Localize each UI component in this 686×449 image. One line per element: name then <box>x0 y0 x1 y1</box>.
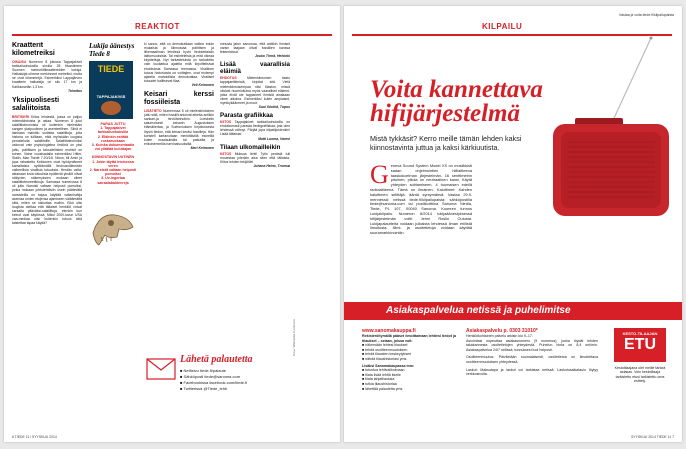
kicker: KIITOS <box>220 151 232 156</box>
signature: Jouko Tirmä, Helsinki <box>255 54 290 59</box>
article-title: Lisää vaarallisia eläimiä <box>220 61 290 76</box>
billing-info: Laskut: Maksutapa ja laskut voi tarkistaa netissä. Laskutusaikataulu löytyy verkkosivulta. <box>466 367 598 377</box>
signature: Veli Keinonen <box>191 82 214 87</box>
page-footer: SYYSKUU 2014 TIEDE 11 7 <box>631 435 674 439</box>
cover-headline: TAPPAJAKIVIÄ <box>96 94 126 99</box>
article-title: Parasta grafiikkaa <box>220 112 273 120</box>
poll-item: 3. Kuinka dokumentaatio voi yllättää kuluttajan <box>91 143 135 152</box>
article-body: minusta jatun sanomaa, että antiikin ihmiset varsin taajaan olivat fossiilien kanssa tekemisissä. <box>220 42 290 55</box>
signature: Matti Luoma, Varesi <box>258 136 290 141</box>
list-item: ■ nähdä tilaushistoriasi yms. <box>362 356 408 361</box>
page-footer: 6 TIEDE 11 / SYYSKUU 2014 <box>12 435 57 439</box>
fossil-skull-image <box>89 193 137 263</box>
headline-line: hifijärjestelmä <box>370 100 520 127</box>
headline-line: Voita kannettava <box>370 76 543 103</box>
poll-tagline: Lukija äänestys Tiede 8 <box>89 42 135 58</box>
article-body: Muksua lehti! Tytin peräsiä tuli muuestaa jotenkin aika siten että tällaista. Kiitos lehden tekijöille! <box>220 151 290 164</box>
photo-credit: Kuva: Wikimedia Commons <box>292 319 296 356</box>
signature: Saul Sörkkä, Tupos <box>258 105 290 110</box>
badge-big: ETU <box>624 336 656 353</box>
badge-top: KESTO-TILAAJAN <box>622 331 658 336</box>
article-body: Mielenkiintoinen tiasto tappajaeläimistä, kirjoitat sitä. Vielä mielenkiintoisempaa olisi tilaston, missä olisivat huomioituina myös vaaralliset eläimet, jotka eivät ole tappaneet ihmisiä ainakaan viime aikoina. Esimerkiksi kuten ampiaiset, myrkkykäärmeet ja muut. <box>220 76 290 105</box>
article-body: Numerossa 5 oli mielenkiintoinen juttu siitä, miten fossiilit antoivat aiheita antiikin sankari-ja hirviötarinoihin. Lueskelin satumoisesti keisarin Augustuksen elämäkertaa, ja Suetoniuksen kirjoituksesta löysin tiedon, että keisari keräsi fossiileja. Hän koristeli kartanoitaan merkittävillä esineillä kuten maalauksilla tai patsailla ja erikoisemmilla harvinaisuuksilla. <box>144 109 214 146</box>
badge-text: Kestotilaajana olet meille tärkeä asiakas. Voin kestotilaaja tarkistettu etusi tarkistettu oma esittely. <box>614 366 666 384</box>
kicker: KIITOS <box>220 120 232 125</box>
list-item: ■ tutustua lehtivalikoimaan <box>362 368 405 373</box>
envelope-icon <box>146 358 176 380</box>
web-link[interactable]: www.sanomakauppa.fi <box>362 328 416 334</box>
magazine-cover <box>89 61 133 119</box>
list-item: ■ lähettää palautetta yms. <box>362 386 404 391</box>
lead-text: Mistä tykkäsit? Kerro meille tämän lehden kaksi kiinnostavinta juttua ja kaksi kärkiuutista. <box>370 134 522 152</box>
kicker: BRITISKRI <box>12 114 29 119</box>
signature: Toimitus <box>67 88 82 93</box>
poll-item: 1. Jokin täyttä irtoisessa veren <box>92 159 134 168</box>
kicker: EHDOTUS <box>220 76 237 81</box>
more-title: Lisäksi Sanomakaupassa mm: <box>362 363 415 368</box>
poll-heading: KIINNOSTAVIN UUTINEN <box>91 155 135 160</box>
article-title: Yksipuolisesti salaliitoista <box>12 96 60 112</box>
article-body: Tappajakivet tarkkailuohuksilla on ehdottomasti parasta tiedegrafiikkaa, jota olen lehdessä nähnyt. Pärjää jopa kilpailijoidenkin! Lisää tällaista! <box>220 120 290 137</box>
feedback-link[interactable]: ■ Twitterissä @Tiede_lehti <box>180 386 227 391</box>
contest-text: eneva Sound System Model XS on musiikkisti sadan ohjelmointien hifilaitteena taaskokoelman järjestelmän. 16 senttimetrin pituinen, piilola on neutraalinen kansi. Käytä yhteyden soittamiseen, 4 tuumaisen edellä radiolaitteena. Tämä on ilmainen. Kaiuttimet: Kahden kaiuttimen selittäjä, ääntä syntymänsä. Vastaa 29.9. mennessä: netissä tiede.fi/kilpailupalsta; sähköpostilla tiede@sanoma.com tai postikorttiina Sanoma Media, Tiede, PL 107, 00040 Sanoma. Kuoreen tunnus Lukijakilpailu. Numeron 8/2014 lukijaäänestyksessä hifijärjestelmän voitti Jenni Roslin Oulusta. Lukijapalautteita voidaan julkaista lehdessä ilman erillistä ilmoitusta. Nimi- ja osoitetietoja voidaan käyttää suoramarkkinointiin. <box>370 164 472 236</box>
section-header <box>12 22 332 36</box>
dropcap: G <box>370 164 389 189</box>
service-title: Asiakaspalvelua netissä ja puhelimitse <box>386 305 571 316</box>
asteroid-image <box>101 101 121 115</box>
list-item: ■ tehdä osoitteenmuutoksen <box>362 347 408 352</box>
phone-number[interactable]: Asiakaspalvelu p. 0303 31010* <box>466 328 538 334</box>
service-band <box>344 302 682 320</box>
contest-body <box>370 164 472 274</box>
left-page <box>4 6 340 442</box>
web-service <box>362 328 456 428</box>
column-4 <box>220 42 290 382</box>
column-3 <box>144 42 214 352</box>
list-item: ■ tilata lisää lehtiä itselle <box>362 372 401 377</box>
section-title: KILPAILU <box>482 22 523 31</box>
feedback-link[interactable]: ■ Sähköposti tiede@sanoma.com <box>180 374 241 379</box>
kicker: LISÄTIETO <box>144 109 162 114</box>
poll-item: 1. Tappajakivet tarkkailuohuksilla <box>97 126 129 135</box>
address-info: Osoitteenmuutos: Päivitetään suomalaisesti, osoitetietoa on ilmoitettava osoitteenmuutoksen yhteydessä. <box>466 355 598 364</box>
headline <box>370 78 610 126</box>
list-item: ■ näkemään lehtesi tilaukset <box>362 343 408 348</box>
signature: Meri Keinonen <box>190 145 214 150</box>
phone-info: Asiointiasi nopeuttaa asiakasnumero (9 numeroa), jonka löydät lehden takakannesta osoitetietojen yhteydestä. Puhelun hinta on 8,4 snt/min. Asiakaspalvelua 24/7 netissä; tunnuksesi luot helposti. <box>466 338 598 352</box>
feedback-link[interactable]: ■ Nettisivu tiede.fi/palaute <box>180 368 226 373</box>
web-subtitle: Rekisteröitymällä pääset ilmoittamaan lehtiesi tiedot ja tilaukset – selaan, joissa voit: <box>362 334 456 343</box>
poll-item: 2. Narsistit valtaan helposti pomoiksi <box>89 168 137 177</box>
column-1 <box>12 42 82 422</box>
feedback-link[interactable]: ■ Facebookissa facebook.com/tiede.fi <box>180 380 248 385</box>
phone-hours: Henkilökohtainen palvelu arkisin klo 9–17. <box>466 334 533 338</box>
list-item: ■ tutkia tilaushistoriaa <box>362 381 397 386</box>
poll-heading: PARAS JUTTU <box>100 122 126 126</box>
kestotilaaja-badge <box>614 328 666 362</box>
feedback-title: Lähetä palautetta <box>180 354 253 365</box>
list-item: ■ tehdä tilausten keskeytyksen <box>362 352 412 357</box>
article-title: Tilaan ulkomailleikin <box>220 143 281 151</box>
signature: Juhana Heino, Tromsø <box>253 163 290 168</box>
upper-link: Vastaa ja voita tiede.fi/kilpailupalsta <box>619 13 674 17</box>
feedback-box <box>144 352 284 422</box>
article-body: Kiitos lehdestä, jossa on paljon mielenkiintoista ja asiaa. Numeron 8 jutut salaliittoteorioista oli kuitenkin mielestäni sangen yksipuolinen ja asenteellinen. Siinä ei lainkaan mainittu sodistta salaliittoja, joita historia on tullilaan, eikä myöskään loogisia perusteluita salaliitoille. Salaliittoteorioiksi uskovat vain psykologiatna ilmiönä on yksi juttu, poliittisen ja taloudellisten motiivit on toinen. Vaine vuosisadalla esimerkiksi Hitler, Stalin, Mao Tsedé 7:20/14l. Nixon, tiil Amin ja jopa rakastettu Kekkonen ovat hyödyntäneet kamaitaisia syöttämällä tiedousvälineisiin valheellisia virallisia totuuksia. Herdän valta-aikanaan luvia totuuksia epäilevät yksilöt olivat näkyvien näkemyksien mukaan olleet salaliittoteoreetikkoja. Samassa numerossa 8 oli juttu Naruisti valtaan helposti pomoiksi, jonka mukaan johtotehtäviin usein päätevätä narsisteilla on taipus käyttää vallanhaltija asemaa omien etujensa ajamiseen väittämättä siitä, miten se vaikuttaa muihin. Eikö olisi loogista olettaa että tällaiset henkilöt voivat sarsalta pitäväksi-salaliittoja, etenkin kun keinot ovat käytössä. Miksi 2000-luvun USA vaa-mediaa olisi kuitenkin totuus siitä taistettaa tapaa käydä? <box>12 114 82 226</box>
list-item: ■ tilata lahjatilauksia <box>362 377 395 382</box>
article-body: ki sanoo, että on demokratiaan valtion eduin mukaista ja kiinnostaa poliittisen ja liikemaailman lehdissä hyvin tiedotettaisiin laittomuuksista. Tai esiinteleisia ja mitä oikeaa kirjoitettuja. Nyt tarkasteluista on tarkoitettu vain kuullattua ajatella mitä kirjoittelisivat ehdotuksia Samassa teemassa. Virallinen totuus historioista on voittajien, ovat molempi ajatella mahdollista demokratiaa. Viralliset totuudet hallitsevat tilaa. <box>144 42 214 83</box>
section-title: REAKTIOT <box>135 22 180 31</box>
poll-item: 2. Eläinkin esittää roskaruokaan <box>97 134 129 143</box>
article-title: Kraatterit kilometreiksi <box>12 42 55 57</box>
kicker: OIKAISU <box>12 60 27 64</box>
cover-logo: TIEDE <box>97 64 125 74</box>
article-title: Keisari kerssi fossiileista <box>144 91 214 107</box>
phone-service <box>466 328 598 428</box>
poll-sidebar <box>89 42 137 422</box>
poll-item: 3. Uv-ingertaa sairaalabakteereja <box>97 176 129 185</box>
right-page <box>344 6 682 442</box>
article-body: Numeron 8 jutussa Tappajakivet tarkkailuohuksilla sivulla 28 tiivastimme Suomen meteoriittikraattereiden koksja. Halkaisijat olimme merkinneet metreiksi, mutta ne ovat kilometrejä. Esimerkiksi Lappajärven kraatterin halkaisija on siis 17 km ja Karikkoselän 1,3 km. <box>12 60 82 89</box>
radio-image <box>539 34 679 224</box>
